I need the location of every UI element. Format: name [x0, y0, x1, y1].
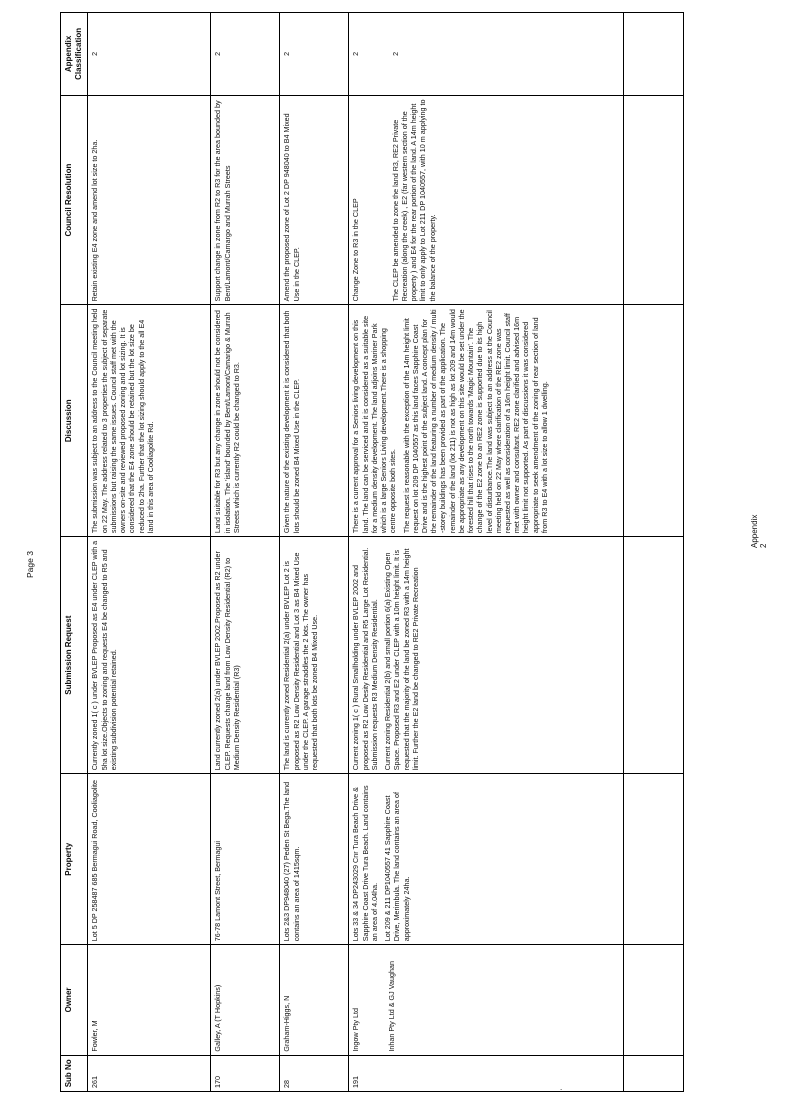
cell-classification: 2 [280, 13, 349, 96]
discussion-secondary: The request is reasonable with the exception of the 14m height limit request on lot 209 DP 1040557 as this land faces Sapphire Coast Drive and is the highest point of the subject land. A concept plan for the remainder of the land featuring a number of medium density / multi -storey buildings has been provided as part of the application. The remainder of the land (lot 211) is not as high as lot 209 and 14m would be appropriate as any development on this site would be set under the forested hill that rises to the north towards 'Magic Mountain'. The change of the E2 zone to an RE2 zone is supported due to its high level of disturbance.The land was subject to an address at the Council meeting held on 22 May where clarification of the RE2 zone was requested as well as consideration of a 16m height limit. Council staff met with owner and consultant. RE2 zone clarified and advised 16m height limit not supported. As part of discussions it was considered appropriate to seek amendment of the zoning of rear section of land from R3 to E4 with a lot size to allow 1 dwelling. [401, 309, 549, 534]
cell-owner [349, 945, 624, 1055]
table-row [88, 13, 211, 1092]
cell-discussion: Land suitable for R3 but any change in zone should not be considered in isolation. The 'island' bounded by Bent/Lamont/Camarigo & Murrah Streets which is currently R2 could be changed to R3. [211, 305, 280, 537]
header-property: Property [61, 774, 88, 945]
cell-resolution [349, 95, 624, 305]
cell-resolution: Retain existing E4 zone and amend lot size to 2ha. [88, 95, 211, 305]
header-council-resolution: Council Resolution [61, 95, 88, 305]
cell-sub-no: 170 [211, 1055, 280, 1091]
empty-cell [624, 945, 684, 1055]
property-secondary: Lot 209 & 211 DP1040557 41 Sapphire Coast Drive, Merimbula. The land contains an area of approximately 24ha. [383, 791, 411, 942]
property-primary: Lots 33 & 34 DP243029 Cnr Tura Beach Drive & Sapphire Coast Drive Tura Beach. Land contains an area of 4.04ha. [351, 785, 379, 942]
empty-cell [624, 1055, 684, 1091]
cell-request: Land currently zoned 2(a) under BVLEP 2002.Proposed as R2 under CLEP. Requests change land from Low Density Residential (R2) to Medium Density Residential (R3) [211, 537, 280, 774]
table-row-empty [624, 13, 684, 1092]
owner-primary: Ingow Pty Ltd [351, 1008, 361, 1052]
table-header-row [61, 13, 88, 1092]
cell-discussion: Given the nature of the existing development it is considered that both lots should be zoned B4 Mixed Use in the CLEP. [280, 305, 349, 537]
empty-cell [624, 305, 684, 537]
table-row [211, 13, 280, 1092]
header-owner: Owner [61, 945, 88, 1055]
appendix-label: Appendix 2 [750, 514, 768, 548]
empty-cell [624, 537, 684, 774]
cell-classification: 2 [211, 13, 280, 96]
cell-sub-no: 261 [88, 1055, 211, 1091]
page-number: Page 3 [25, 551, 35, 578]
classification-secondary: 2 [390, 51, 400, 56]
cell-classification [349, 13, 624, 96]
resolution-secondary: The CLEP be amended to zone the land R3, RE2 Private Recreation (along the creek) , E2 (far western section of the property ) and E4 for the rear portion of the land. A 14m height limit to only apply to Lot 211 DP 1040557, with 10 m applying to the balance of the property. [390, 99, 437, 302]
empty-cell [624, 95, 684, 305]
empty-cell [624, 774, 684, 945]
header-discussion: Discussion [61, 305, 88, 537]
cell-owner: Galley, A (T Hopkins) [211, 945, 280, 1055]
resolution-primary: Change Zone to R3 in the CLEP [351, 198, 361, 302]
table-row [280, 13, 349, 1092]
cell-sub-no: 191 [349, 1055, 624, 1091]
cell-sub-no: 28 [280, 1055, 349, 1091]
request-secondary: Current zoning Residential 2(b) and small portion 6(a) Existing Open Space. Proposed R3 and E2 under CLEP with a 10m height limit. It is requested that the majority of the land be zoned R3 with a 14m height limit. Further the E2 land be changed to RE2 Private Recreation [383, 548, 420, 771]
submissions-table [60, 12, 684, 1092]
empty-cell [624, 13, 684, 96]
rotated-page [60, 12, 783, 1092]
cell-resolution: Support change in zone from R2 to R3 for the area bounded by Bent/Lamont/Camargo and Murrah Streets [211, 95, 280, 305]
cell-request: The land is currently zoned Residential 2(a) under BVLEP Lot 2 is proposed as R2 Low Density Residential and Lot 3 as B4 Mixed Use under the CLEP. A garage straddles the 2 lots. The owner has requested that both lots be zoned B4 Mixed Use. [280, 537, 349, 774]
classification-primary: 2 [351, 51, 361, 56]
cell-resolution: Amend the proposed zone of Lot 2 DP 948040 to B4 Mixed Use in the CLEP. [280, 95, 349, 305]
cell-property: 76-78 Lamont Street, Bermagui [211, 774, 280, 945]
header-sub-no: Sub No [61, 1055, 88, 1091]
stray-mark: . [560, 1083, 563, 1092]
request-primary: Current zoning 1( c ) Rural Smallholding under BVLEP 2002 and proposed as R2 Low Desity Residential and R5 Large Lot Residential. Submission requests R3 Medium Density Residential. [351, 547, 379, 771]
cell-owner: Fowler, M [88, 945, 211, 1055]
cell-request [349, 537, 624, 774]
cell-property: Lot 5 DP 258487 685 Bermagui Road, Cooliagolite [88, 774, 211, 945]
discussion-primary: There is a current approval for a Seniors living development on this land. The land can be serviced and it is considered as a suitable site for a medium density development. The land adjoins Mariner Park which is a large Seniors Living development.There is a shopping centre opposite both sites. [351, 315, 398, 534]
table-row [349, 13, 624, 1092]
cell-discussion: The submission was subject to an address to the Council meeting held on 22 May. The address related to 3 properties the subject of separate submissions but raising the same issues. Council staff met with the owners on-site and reviewed proposed zoning and lot sizing. It is considered that the E4 zone should be retained but the lot size be reduced to 2ha. Further that the lot sizing should apply to the all E4 land in this area of Cooliagolite Rd. [88, 305, 211, 537]
header-submission-request: Submission Request [61, 537, 88, 774]
cell-request: Currently zoned 1( c ) under BVLEP Proposed as E4 under CLEP with a 5ha lot size.Objects to zoning and requests E4 be changed to R5 and existing subdivision potential retained. [88, 537, 211, 774]
cell-property [349, 774, 624, 945]
cell-classification: 2 [88, 13, 211, 96]
cell-owner: Graham-Higgs, N [280, 945, 349, 1055]
owner-secondary: Inhan Pty Ltd & GJ Vaughan [386, 961, 396, 1052]
cell-property: Lots 2&3 DP948040 (27) Peden St Bega.The land contains an area of 1415sqm. [280, 774, 349, 945]
header-appendix-classification: Appendix Classification [61, 13, 88, 96]
cell-discussion [349, 305, 624, 537]
